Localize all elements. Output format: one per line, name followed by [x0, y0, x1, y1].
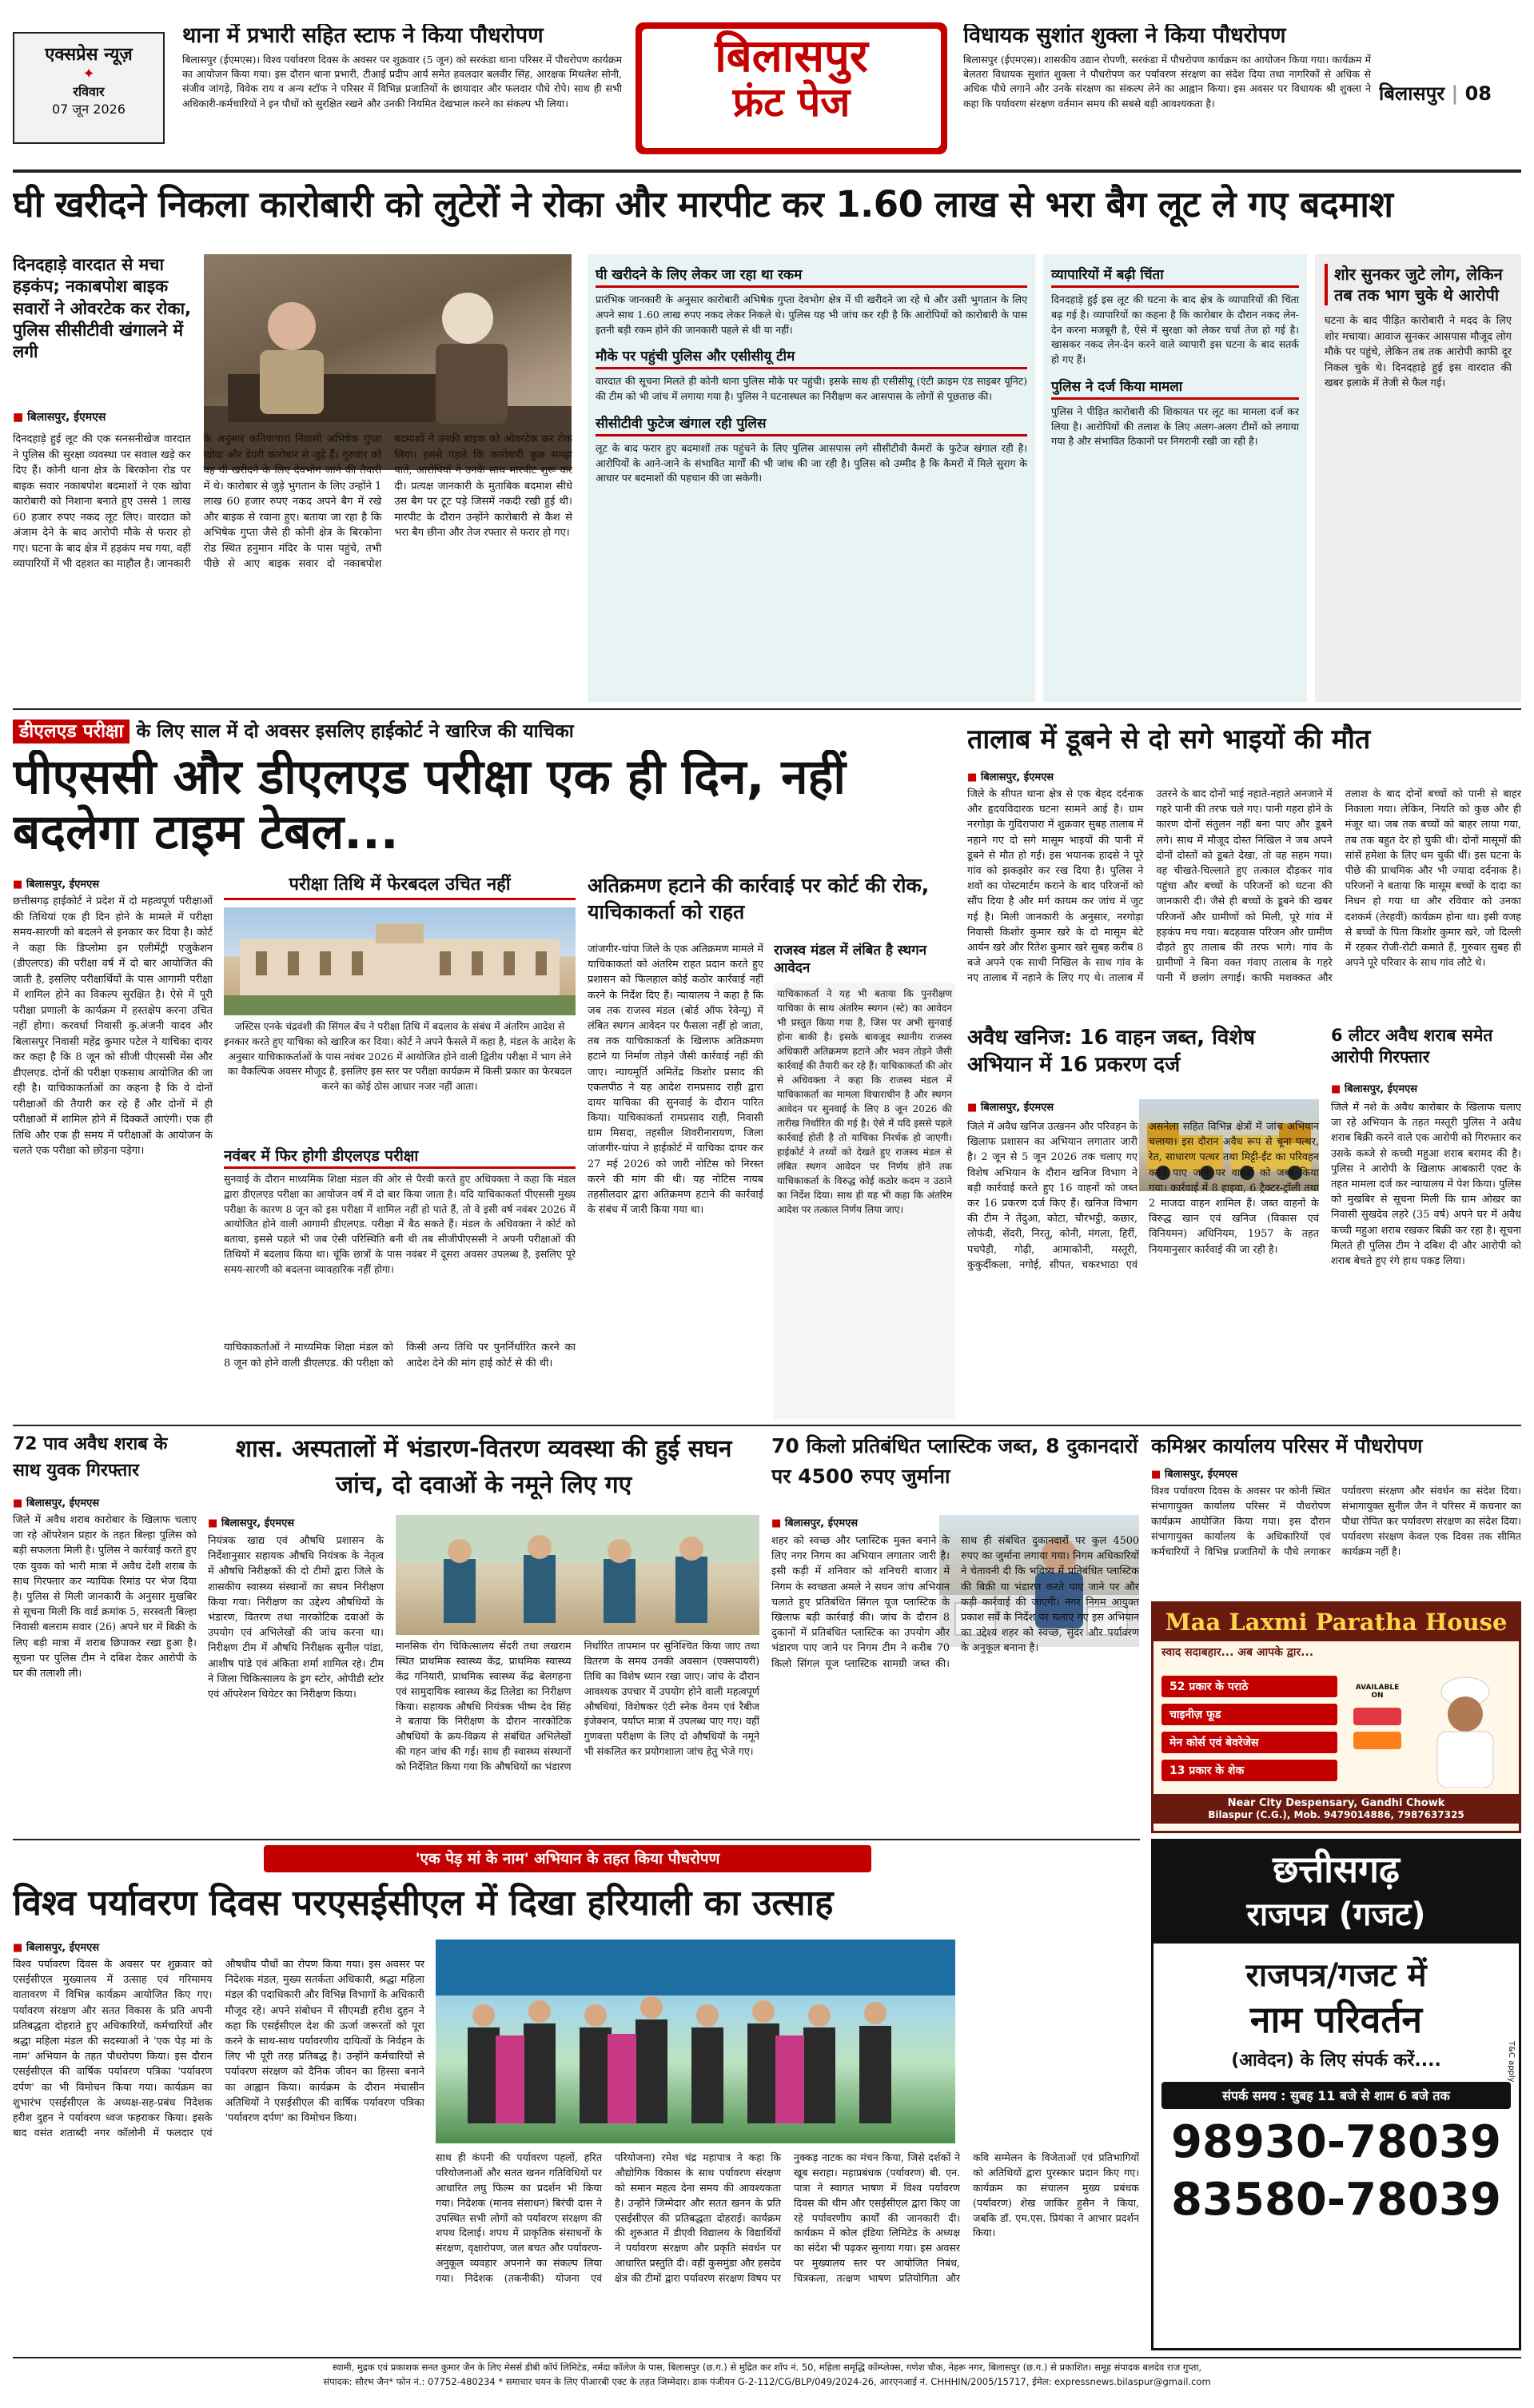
- commissioner-dateline: ■ बिलासपुर, ईएमएस: [1151, 1469, 1238, 1481]
- gazette-title-1: छत्तीसगढ़: [1153, 1841, 1519, 1894]
- pond-dateline: ■ बिलासपुर, ईएमएस: [967, 771, 1054, 783]
- gazette-phone-1: 98930-78039: [1171, 2115, 1501, 2168]
- brand-ornament: ✦: [82, 66, 95, 82]
- env-body1: विश्व पर्यावरण दिवस के अवसर पर शुक्रवार को एसईसीएल मुख्यालय में उत्साह एवं गरिमामय वातावरण में विभिन्न कार्यक्रम आयोजित किए गए। पर्यावरण संरक्षण और सतत विकास के प्रति अपनी प्रतिबद्धता दोहराते हुए अधिकारियों, कर्मचारियों और श्रद्धा महिला मंडल की सदस्याओं ने 'एक पेड़ मां के नाम' अभियान के तहत पौधरोपण किया। इस दौरान एसईसीएल की वार्षिक पर्यावरण पत्रिका 'पर्यावरण दर्पण' का भी विमोचन किया गया। कार्यक्रम का शुभारंभ एसईसीएल के अध्यक्ष-सह-प्रबंध निदेशक हरीश दुहन ने पर्यावरण ध्वज फहराकर किया। इसके बाद वसंत शताब्दी नगर कॉलोनी में फलदार एवं औषधीय पौधों का रोपण किया गया। इस अवसर पर निदेशक मंडल, मुख्य सतर्कता अधिकारी, श्रद्धा महिला मंडल की पदाधिकारी और विभिन्न विभागों के अधिकारी मौजूद रहे। अपने संबोधन में सीएमडी हरीश दुहन ने कहा कि एसईसीएल देश की ऊर्जा जरूरतों को पूरा करने के साथ-साथ पर्यावरणीय दायित्वों के निर्वहन के लिए भी पूरी तरह प्रतिबद्ध है। उन्होंने कर्मचारियों से पर्यावरण संरक्षण को दैनिक जीवन का हिस्सा बनाने का आह्वान किया। कार्यक्रम के दौरान मंचासीन अतिथियों ने एसईसीएल की वार्षिक पर्यावरण पत्रिका 'पर्यावरण दर्पण' का विमोचन किया।: [13, 1959, 424, 2140]
- ad-paratha-name: Maa Laxmi Paratha House: [1153, 1604, 1519, 1641]
- lead-box4-title: व्यापारियों में बढ़ी चिंता: [1051, 262, 1299, 288]
- swiggy-badge: [1353, 1732, 1401, 1749]
- top-left-story: [182, 24, 622, 160]
- mining-headline: अवैध खनिज: 16 वाहन जब्त, विशेष अभियान में 16 प्रकरण दर्ज: [967, 1026, 1256, 1077]
- lead-dateline-text: बिलासपुर, ईएमएस: [27, 411, 106, 424]
- lead-body: दिनदहाड़े हुई लूट की एक सनसनीखेज वारदात ने पुलिस की सुरक्षा व्यवस्था पर सवाल खड़े कर दिए हैं। कोनी थाना क्षेत्र के बिरकोना रोड पर बाइक सवार नकाबपोश बदमाशों ने एक खोवा कारोबारी को निशाना बनाते हुए उससे 1 लाख 60 हजार रुपए नकद लूट लिए। वारदात को अंजाम देने के बाद आरोपी मौके से फरार हो गए। घटना के बाद क्षेत्र में हड़कंप मच गया, वहीं व्यापारियों में भी दहशत का माहौल है। जानकारी के अनुसार कतियापारा निवासी अभिषेक गुप्ता खोवा और डेयरी कारोबार से जुड़े हैं। गुरुवार को वह घी खरीदने के लिए देवभोग जाने की तैयारी में थे। कारोबार से जुड़े भुगतान के लिए उन्होंने 1 लाख 60 हजार रुपए नकद अपने बैग में रखे और बाइक से रवाना हुए। बताया जा रहा है कि अभिषेक गुप्ता जैसे ही कोनी क्षेत्र के बिरकोना रोड स्थित हनुमान मंदिर के पास पहुंचे, तभी पीछे से आए बाइक सवार दो नकाबपोश बदमाशों ने उनकी बाइक को ओवरटेक कर रोक लिया। इससे पहले कि कारोबारी कुछ समझ पाते, आरोपियों ने उनके साथ मारपीट शुरू कर दी। प्रत्यक्ष जानकारी के मुताबिक बदमाश सीधे उस बैग पर टूट पड़े जिसमें नकदी रखी हुई थी। मारपीट के दौरान उन्होंने कारोबारी से कैश से भरा बैग छीना और तेज रफ्तार से फरार हो गए।: [13, 433, 572, 570]
- top-right-story: [963, 24, 1371, 160]
- gazette-phone-2: 83580-78039: [1171, 2174, 1501, 2227]
- psc-sub1: परीक्षा तिथि में फेरबदल उचित नहीं: [224, 871, 576, 900]
- encroach-body: जांजगीर-चांपा जिले के एक अतिक्रमण मामले में याचिकाकर्ता को अंतरिम राहत प्रदान करते हुए प्रशासन को फिलहाल कोई कठोर कार्रवाई नहीं करने के निर्देश दिए हैं। न्यायालय ने कहा है कि जब तक राजस्व मंडल (बोर्ड ऑफ रेवेन्यू) में लंबित स्थगन आवेदन पर फैसला नहीं हो जाता, तब तक याचिकाकर्ता के खिलाफ अतिक्रमण हटाने या निर्माण तोड़ने जैसी कार्रवाई नहीं की जाए। न्यायमूर्ति अमितेंद्र किशोर प्रसाद की एकलपीठ ने यह आदेश रामप्रसाद राही द्वारा दायर याचिका की सुनवाई के दौरान पारित किया। याचिकाकर्ता रामप्रसाद राही, निवासी ग्राम मिसदा, तहसील शिवरीनारायण, जिला जांजगीर-चांपा ने हाईकोर्ट में याचिका दायर कर 27 मई 2026 को जारी नोटिस को निरस्त करने की मांग की थी। यह नोटिस नायब तहसीलदार द्वारा अतिक्रमण हटाने की कार्रवाई के संबंध में जारी किया गया था।: [588, 943, 763, 1217]
- ad-item-2: चाइनीज़ फूड: [1161, 1704, 1337, 1725]
- encroach-sub: राजस्व मंडल में लंबित है स्थगन आवेदन: [774, 943, 927, 977]
- chef-illustration: [1417, 1676, 1513, 1788]
- ad-paratha-addr2: Bilaspur (C.G.), Mob. 9479014886, 7987637325: [1208, 1809, 1464, 1820]
- psc-kicker: [13, 715, 956, 748]
- commissioner-dateline-text: बिलासपुर, ईएमएस: [1164, 1469, 1238, 1481]
- env-photo-scene: [436, 1940, 955, 2143]
- gazette-line-2: नाम परिवर्तन: [1249, 1997, 1423, 2041]
- env-body2: साथ ही कंपनी की पर्यावरण पहलों, हरित परियोजनाओं और सतत खनन गतिविधियों पर आधारित लघु फिल्म का प्रदर्शन भी किया गया। निदेशक (मानव संसाधन) बिरंची दास ने उपस्थित सभी लोगों को पर्यावरण संरक्षण की शपथ दिलाई। शपथ में प्राकृतिक संसाधनों के संरक्षण, वृक्षारोपण, जल बचत और पर्यावरण-अनुकूल व्यवहार अपनाने का संकल्प लिया गया। निदेशक (तकनीकी) योजना एवं परियोजना) रमेश चंद्र महापात्र ने कहा कि औद्योगिक विकास के साथ पर्यावरण संरक्षण को समान महत्व देना समय की आवश्यकता है। उन्होंने जिम्मेदार और सतत खनन के प्रति एसईसीएल की प्रतिबद्धता दोहराई। कार्यक्रम की शुरुआत में डीएवी विद्यालय के विद्यार्थियों ने पर्यावरण संरक्षण और प्रकृति संवर्धन पर आधारित प्रस्तुति दी। वहीं कुसमुंडा और हसदेव क्षेत्र की टीमों द्वारा पर्यावरण संरक्षण विषय पर नुक्कड़ नाटक का मंचन किया, जिसे दर्शकों ने खूब सराहा। महाप्रबंधक (पर्यावरण) बी. एन. पात्रा ने स्वागत भाषण में विश्व पर्यावरण दिवस की थीम और एसईसीएल द्वारा किए जा रहे पर्यावरणीय कार्यों की जानकारी दी। कार्यक्रम में कोल इंडिया लिमिटेड के अध्यक्ष का संदेश भी पढ़कर सुनाया गया। इस अवसर पर मुख्यालय स्तर पर आयोजित निबंध, चित्रकला, तत्क्षण भाषण प्रतियोगिता और कवि सम्मेलन के विजेताओं एवं प्रतिभागियों को अतिथियों द्वारा पुरस्कार प्रदान किए गए। कार्यक्रम का संचालन मुख्य प्रबंधक (पर्यावरण) शेख जाकिर हुसैन ने किया, जबकि डॉ. एम.एस. प्रियंका ने आभार प्रदर्शन किया।: [436, 2151, 1139, 2285]
- lead-box5-title: पुलिस ने दर्ज किया मामला: [1051, 374, 1299, 400]
- masthead-title-section: फ्रंट पेज: [732, 78, 851, 126]
- masthead-title-box: [636, 22, 947, 154]
- masthead-rule: [13, 169, 1521, 173]
- hospital-headline: शास. अस्पतालों में भंडारण-वितरण व्यवस्था की हुई सघन जांच, दो दवाओं के नमूने लिए गए: [235, 1435, 732, 1499]
- gazette-line-3: (आवेदन) के लिए संपर्क करें....: [1231, 2050, 1441, 2071]
- ad-paratha-tagline: स्वाद सदाबहार... अब आपके द्वार...: [1161, 1645, 1314, 1659]
- gazette-line-1: राजपत्र/गजट में: [1245, 1956, 1427, 1994]
- env-dateline-text: बिलासपुर, ईएमएस: [26, 1942, 100, 1954]
- court-caption: जस्टिस एनके चंद्रवंशी की सिंगल बेंच ने परीक्षा तिथि में बदलाव के संबंध में अंतरिम आदेश से इनकार करते हुए याचिका को खारिज कर दिया। कोर्ट ने अपने फैसले में कहा है, मंडल के आदेश के अनुसार याचिकाकर्ताओं के पास नवंबर 2026 में आयोजित होने वाली द्वितीय परीक्षा में भाग लेने का वैकल्पिक अवसर मौजूद है, इसलिए इस स्तर पर परीक्षा कार्यक्रम में किसी प्रकार का फेरबदल करने का कोई ठोस आधार नजर नहीं आता।: [224, 1020, 576, 1092]
- psc-dateline-text: बिलासपुर, ईएमएस: [26, 879, 100, 891]
- lead-side-title: शोर सुनकर जुटे लोग, लेकिन तब तक भाग चुके थे आरोपी: [1325, 264, 1512, 305]
- page-label: बिलासपुर | 08: [1379, 82, 1492, 105]
- issue-date: 07 जून 2026: [51, 102, 126, 117]
- hospital-body1: नियंत्रक खाद्य एवं औषधि प्रशासन के निर्देशानुसार सहायक औषधि नियंत्रक के नेतृत्व में औषधि निरीक्षकों की दो टीमों द्वारा जिले के शासकीय स्वास्थ्य संस्थानों का सघन निरीक्षण किया गया। निरीक्षण का उद्देश्य औषधियों के भंडारण, वितरण तथा नारकोटिक दवाओं के उपयोग एवं अभिलेखों की जांच करना था। निरीक्षण टीम में औषधि निरीक्षक सुनील पांडा, आशीष पांडे एवं अंकिता शर्मा शामिल रहे। टीम ने जिला चिकित्सालय के ड्रग स्टोर, ओपीडी स्टोर एवं ऑपरेशन थियेटर का निरीक्षण किया।: [208, 1535, 384, 1700]
- pond-headline: तालाब में डूबने से दो सगे भाइयों की मौत: [967, 724, 1371, 755]
- commissioner-headline: कमिश्नर कार्यालय परिसर में पौधरोपण: [1151, 1434, 1423, 1457]
- psc-dateline: ■ बिलासपुर, ईएमएस: [13, 879, 100, 891]
- liquor72-headline: 72 पाव अवैध शराब के साथ युवक गिरफ्तार: [13, 1434, 168, 1481]
- top-right-headline: विधायक सुशांत शुक्ला ने किया पौधरोपण: [963, 24, 1286, 48]
- lead-box5-body: पुलिस ने पीड़ित कारोबारी की शिकायत पर लूट का मामला दर्ज कर लिया है। आरोपियों की तलाश के लिए अलग-अलग टीमों को लगाया गया है और संभावित ठिकानों पर निगरानी रखी जा रही है।: [1051, 405, 1299, 448]
- top-left-headline: थाना में प्रभारी सहित स्टाफ ने किया पौधरोपण: [182, 24, 544, 48]
- lead-box4-body: दिनदहाड़े हुई इस लूट की घटना के बाद क्षेत्र के व्यापारियों की चिंता बढ़ गई है। व्यापारियों का कहना है कि कारोबार के दौरान नकद लेन-देन करना मजबूरी है, ऐसे में सुरक्षा को लेकर चर्चा तेज हो गई है। खासकर नकद लेन-देन करने वाले व्यापारी इस घटना के बाद सतर्क हो गए हैं।: [1051, 293, 1299, 365]
- lead-sidebar: [1315, 254, 1521, 702]
- ad-item-1: 52 प्रकार के पराठे: [1161, 1676, 1337, 1697]
- plastic-dateline-text: बिलासपुर, ईएमएस: [784, 1517, 859, 1529]
- liquor6-dateline: ■ बिलासपुर, ईएमएस: [1331, 1083, 1418, 1095]
- plastic-headline: 70 किलो प्रतिबंधित प्लास्टिक जब्त, 8 दुकानदारों पर 4500 रुपए जुर्माना: [771, 1434, 1138, 1488]
- top-right-body: बिलासपुर (ईएमएस)। शासकीय उद्यान रोपणी, सरकंडा में पौधरोपण कार्यक्रम का आयोजन किया गया। कार्यक्रम में बेलतरा विधायक सुशांत शुक्ला ने पौधरोपण कर पर्यावरण संरक्षण का संदेश दिया तथा नागरिकों से अधिक से अधिक पौधे लगाने और उनके संरक्षण का संकल्प लेने का आह्वान किया। इस अवसर पर विधायक श्री शुक्ला ने कहा कि पर्यावरण संरक्षण वर्तमान समय की सबसे बड़ी आवश्यकता है।: [963, 54, 1371, 110]
- masthead-left: [13, 32, 165, 144]
- hospital-dateline-text: बिलासपुर, ईएमएस: [221, 1517, 295, 1529]
- hospital-photo: [396, 1515, 759, 1635]
- chef-image: [1417, 1676, 1513, 1788]
- psc-sub2-body: सुनवाई के दौरान माध्यमिक शिक्षा मंडल की ओर से पैरवी करते हुए अधिवक्ता ने कहा कि मंडल द्वारा डीएलएड परीक्षा का आयोजन वर्ष में दो बार किया जाता है। यदि याचिकाकर्ता पीएससी मुख्य परीक्षा के कारण 8 जून को इस परीक्षा में शामिल नहीं हो पाते हैं, तो वे इसी वर्ष नवंबर 2026 में आयोजित होने वाली आगामी डीएलएड. परीक्षा में बैठ सकते हैं। मंडल के अधिवक्ता ने कोर्ट को बताया, इससे पहले भी जब ऐसी परिस्थिति बनी थी तब सीजीपीएससी ने अपनी परीक्षाओं की तिथियों में बदलाव किया था। चूंकि छात्रों के पास नवंबर में दूसरा अवसर उपलब्ध है, इसलिए पूरे समय-सारणी को बदलना व्यावहारिक नहीं होगा।: [224, 1173, 576, 1275]
- plastic-body: शहर को स्वच्छ और प्लास्टिक मुक्त बनाने के लिए नगर निगम का अभियान लगातार जारी है। इसी कड़ी में शनिवार को शनिचरी बाजार में निगम के स्वच्छता अमले ने सघन जांच अभियान चलाते हुए प्रतिबंधित सिंगल यूज प्लास्टिक के खिलाफ बड़ी कार्रवाई की। जांच के दौरान 8 दुकानों में प्रतिबंधित प्लास्टिक का उपयोग और भंडारण पाए जाने पर निगम टीम ने करीब 70 किलो सिंगल यूज प्लास्टिक सामग्री जब्त की। साथ ही संबंधित दुकानदारों पर कुल 4500 रुपए का जुर्माना लगाया गया। निगम अधिकारियों ने चेतावनी दी कि भविष्य में प्रतिबंधित प्लास्टिक की बिक्री या भंडारण करते पाए जाने पर और कड़ी कार्रवाई की जाएगी। नगर निगम आयुक्त प्रकाश सर्वे के निर्देश पर चलाए गए इस अभियान का उद्देश्य शहर को स्वच्छ, सुंदर और पर्यावरण के अनुकूल बनाना है।: [771, 1535, 1139, 1670]
- lead-box2-body: वारदात की सूचना मिलते ही कोनी थाना पुलिस मौके पर पहुंची। इसके साथ ही एसीसीयू (एंटी क्राइम एंड साइबर यूनिट) की टीम को भी जांच में लगाया गया है। पुलिस ने घटनास्थल का निरीक्षण कर आसपास के लोगों से पूछताछ की।: [596, 375, 1027, 402]
- footer-rule: [13, 2357, 1521, 2358]
- ad-available-on: AVAILABLE ON: [1355, 1684, 1400, 1700]
- commissioner-body: विश्व पर्यावरण दिवस के अवसर पर कोनी स्थित संभागायुक्त कार्यालय परिसर में पौधरोपण कार्यक्रम आयोजित किया गया। इस दौरान संभागायुक्त कार्यालय के अधिकारियों एवं कर्मचारियों ने विभिन्न प्रजातियों के पौधे लगाकर पर्यावरण संरक्षण और संवर्धन का संदेश दिया। संभागायुक्त सुनील जैन ने परिसर में कचनार का पौधा रोपित कर पर्यावरण संरक्षण का संदेश दिया। पर्यावरण संरक्षण केवल एक दिवस तक सीमित कार्यक्रम नहीं है।: [1151, 1485, 1521, 1557]
- psc-kicker-rest: के लिए साल में दो अवसर इसलिए हाईकोर्ट ने खारिज की याचिका: [136, 721, 574, 742]
- plastic-dateline: ■ बिलासपुर, ईएमएस: [771, 1517, 859, 1529]
- liquor72-dateline: ■ बिलासपुर, ईएमएस: [13, 1497, 100, 1509]
- section-name: बिलासपुर: [1379, 82, 1445, 105]
- zomato-badge: [1353, 1708, 1401, 1725]
- mid-rule: [13, 1425, 1521, 1426]
- ad-item-3: मेन कोर्स एवं बेवरेजेस: [1161, 1732, 1337, 1753]
- pond-dateline-text: बिलासपुर, ईएमएस: [980, 771, 1054, 783]
- hospital-body2: मानसिक रोग चिकित्सालय सेंदरी तथा लखराम स्थित प्राथमिक स्वास्थ्य केंद्र, प्राथमिक स्वास्थ्य केंद्र गनियारी, प्राथमिक स्वास्थ्य केंद्र बेलगहना एवं सामुदायिक स्वास्थ्य केंद्र तिलेडा का निरीक्षण किया। सहायक औषधि नियंत्रक भीष्म देव सिंह ने बताया कि निरीक्षण के दौरान नारकोटिक औषधियों के क्रय-विक्रय से संबंधित अभिलेखों की गहन जांच की गई। साथ ही स्वास्थ्य संस्थानों को निर्देशित किया गया कि औषधियों का भंडारण निर्धारित तापमान पर सुनिश्चित किया जाए तथा वितरण के समय उनकी अवसान (एक्सपायरी) तिथि का विशेष ध्यान रखा जाए। जांच के दौरान आवश्यक उपचार में उपयोग होने वाली महत्वपूर्ण औषधियां, विशेषकर एंटी स्नेक वेनम एवं रैबीज इंजेक्शन, पर्याप्त मात्रा में उपलब्ध पाए गए। वहीं गुणवत्ता परीक्षण के लिए दो औषधियों के नमूने भी संकलित कर प्रयोगशाला जांच हेतु भेजे गए।: [396, 1640, 759, 1773]
- psc-kicker-red: डीएलएड परीक्षा: [13, 720, 129, 744]
- pond-body: जिले के सीपत थाना क्षेत्र से एक बेहद दर्दनाक और हृदयविदारक घटना सामने आई है। ग्राम नरगोड़ा के गुदिरापारा में शुक्रवार सुबह तालाब में नहाने गए दो सगे मासूम भाइयों की पानी में डूबने से मौत हो गई। इस भयानक हादसे ने पूरे गांव को झकझोर कर रख दिया है। पुलिस ने शवों का पोस्टमार्टम कराने के बाद परिजनों को सौंप दिया है और मर्ग कायम कर जांच में जुट गई है। मिली जानकारी के अनुसार, नरगोड़ा निवासी किशोर कुमार खरे के दो मासूम बेटे आर्यन खरे और रितेश कुमार खरे सुबह करीब 8 बजे अपने एक साथी निखिल के साथ गांव के नए तालाब में नहाने के लिए गए थे। तालाब में उतरने के बाद दोनों भाई नहाते-नहाते अनजाने में गहरे पानी की तरफ चले गए। पानी गहरा होने के कारण दोनों संतुलन नहीं बना पाए और डूबने लगे। साथ में मौजूद दोस्त निखिल ने जब अपने दोनों दोस्तों को डूबते देखा, तो वह सहम गया। वह चीखते-चिल्लाते हुए तत्काल दौड़कर गांव पहुंचा और बच्चों के परिजनों को घटना की जानकारी दी। जैसे ही बच्चों के डूबने की खबर परिजनों और ग्रामीणों को मिली, पूरे गांव में हड़कंप मच गया। बदहवास परिजन और ग्रामीण दौड़ते हुए तालाब की तरफ भागे। गांव के ग्रामीणों ने बिना वक्त गंवाए तालाब के गहरे पानी में छलांग लगाई। काफी मशक्कत और तलाश के बाद दोनों बच्चों को पानी से बाहर निकाला गया। लेकिन, नियति को कुछ और ही मंजूर था। जब तक बच्चों को बाहर लाया गया, तब तक बहुत देर हो चुकी थी। दोनों मासूमों की सांसें हमेशा के लिए थम चुकी थीं। इस घटना के पीछे की प्राथमिक और भी ज्यादा दर्दनाक है। परिजनों ने बताया कि मासूम बच्चों के दादा का निधन हो गया था और रविवार को उनका दशकर्म (तेरहवीं) कार्यक्रम होना था। इसी वजह से बच्चों के पिता किशोर कुमार खरे, जो दिल्ली में रहकर रोजी-रोटी कमाते हैं, गुरुवार सुबह ही अपने पूरे परिवार के साथ गांव लौटे थे।: [967, 788, 1521, 985]
- psc-headline: पीएससी और डीएलएड परीक्षा एक ही दिन, नहीं बदलेगा टाइम टेबल...: [13, 750, 846, 860]
- lead-box1-body: प्रारंभिक जानकारी के अनुसार कारोबारी अभिषेक गुप्ता देवभोग क्षेत्र में घी खरीदने जा रहे थे और उसी भुगतान के लिए अपने साथ 1.60 लाख रुपए नकद लेकर निकले थे। पुलिस यह भी जांच कर रही है कि आरोपियों को कारोबारी के पास इतनी बड़ी रकम होने की जानकारी पहले से थी या नहीं।: [596, 293, 1027, 336]
- psc-tail: याचिकाकर्ताओं ने माध्यमिक शिक्षा मंडल को 8 जून को होने वाली डीएलएड. की परीक्षा को किसी अन्य तिथि पर पुनर्निर्धारित करने का आदेश देने की मांग हाई कोर्ट से की थी।: [224, 1342, 576, 1369]
- liquor72-body: जिले में अवैध शराब कारोबार के खिलाफ चलाए जा रहे ऑपरेशन प्रहार के तहत बिल्हा पुलिस को बड़ी सफलता मिली है। पुलिस ने कार्रवाई करते हुए एक युवक को भारी मात्रा में अवैध देशी शराब के साथ गिरफ्तार कर न्यायिक रिमांड पर भेज दिया है। पुलिस से मिली जानकारी के अनुसार मुखबिर से सूचना मिली कि वार्ड क्रमांक 5, सरस्वती बिल्हा निवासी बलराम सवार (26) अपने घर में बिक्री के लिए बड़ी मात्रा में शराब छिपाकर रखा हुआ है। सूचना पर पुलिस टीम ने दबिश देकर आरोपी के घर की तलाशी ली।: [13, 1514, 197, 1680]
- footer-line-2: संपादक: सौरभ जैन* फोन नं.: 07752-480234 * समाचार चयन के लिए पीआरबी एक्ट के तहत जिम्मेदार। डाक पंजीयन G-2-112/CG/BLP/049/2024-26, आरएनआई नं. CHHHIN/2005/15717, ईमेल: expressnews.bilaspur@gmail.com: [323, 2376, 1211, 2388]
- ad-gazette: [1151, 1839, 1521, 2350]
- page-number: 08: [1464, 82, 1492, 105]
- mining-dateline: ■ बिलासपुर, ईएमएस: [967, 1102, 1054, 1114]
- gazette-title-2: राजपत्र (गजट): [1153, 1894, 1519, 1944]
- liquor6-body: जिले में नशे के अवैध कारोबार के खिलाफ चलाए जा रहे अभियान के तहत मस्तूरी पुलिस ने अवैध शराब बिक्री करने वाले एक आरोपी को गिरफ्तार कर उसके कब्जे से कच्ची महुआ शराब बरामद की है। पुलिस ने आरोपी के खिलाफ आबकारी एक्ट के तहत मामला दर्ज कर न्यायालय में पेश किया। पुलिस को मुखबिर से सूचना मिली कि ग्राम ओखर का निवासी सुखदेव लहरे (35 वर्ष) अपने घर में अवैध कच्ची महुआ शराब रखकर बिक्री कर रहा है। सूचना मिलते ही पुलिस टीम ने दबिश दी और आरोपी को शराब बेचते हुए रंगे हाथ पकड़ लिया।: [1331, 1102, 1521, 1267]
- lead-dateline: ■ बिलासपुर, ईएमएस: [13, 411, 106, 424]
- hospital-photo-scene: [396, 1515, 759, 1635]
- encroach-headline: अतिक्रमण हटाने की कार्रवाई पर कोर्ट की रोक, याचिकाकर्ता को राहत: [588, 874, 930, 923]
- lead-deck: दिनदहाड़े वारदात से मचा हड़कंप; नकाबपोश बाइक सवारों ने ओवरटेक कर रोका, पुलिस सीसीटीवी खंगालने में लगी: [13, 255, 191, 362]
- lower-rule: [13, 1839, 1140, 1840]
- mining-dateline-text: बिलासपुर, ईएमएस: [980, 1102, 1054, 1114]
- gazette-tc: T&C apply: [1507, 2041, 1516, 2083]
- liquor72-dateline-text: बिलासपुर, ईएमएस: [26, 1497, 100, 1509]
- lead-box3-body: लूट के बाद फरार हुए बदमाशों तक पहुंचने के लिए पुलिस आसपास लगे सीसीटीवी कैमरों के फुटेज खंगाल रही है। आरोपियों के आने-जाने के संभावित मार्गों की भी जांच की जा रही है। पुलिस को उम्मीद है कि कैमरों में मिले सुराग के आधार पर बदमाशों की पहचान की जा सकेगी।: [596, 441, 1027, 484]
- court-building-photo: [224, 907, 576, 1015]
- lead-box1-title: घी खरीदने के लिए लेकर जा रहा था रकम: [596, 262, 1027, 288]
- lead-side-body: घटना के बाद पीड़ित कारोबारी ने मदद के लिए शोर मचाया। आवाज सुनकर आसपास मौजूद लोग मौके पर पहुंचे, लेकिन तब तक आरोपी काफी दूर निकल चुके थे। दिनदहाड़े हुई इस वारदात की खबर इलाके में तेजी से फैल गई।: [1325, 315, 1512, 389]
- env-photo: [436, 1940, 955, 2143]
- masthead-title-city: बिलासपुर: [715, 30, 868, 82]
- lead-box3-title: सीसीटीवी फुटेज खंगाल रही पुलिस: [596, 411, 1027, 437]
- court-photo: [224, 907, 576, 1015]
- issue-day: रविवार: [73, 84, 105, 99]
- lead-boxes-right: [1043, 254, 1307, 702]
- gazette-time: संपर्क समय : सुबह 11 बजे से शाम 6 बजे तक: [1161, 2082, 1511, 2109]
- footer-line-1: स्वामी, मुद्रक एवं प्रकाशक सनत कुमार जैन के लिए मेसर्स डीबी कॉर्प लिमिटेड, नर्मदा कॉलेज के पास, बिलासपुर (छ.ग.) से मुद्रित कर शॉप नं. 50, महिला समृद्धि कॉम्प्लेक्स, गणेश चौक, नेहरू नगर, बिलासपुर (छ.ग.) से प्रकाशित। समूह संपादक बलदेव राज गुप्ता,: [332, 2362, 1202, 2373]
- lead-bottom-rule: [13, 708, 1521, 710]
- lead-boxes-center: [588, 254, 1035, 702]
- encroach-sub-body: याचिकाकर्ता ने यह भी बताया कि पुनरीक्षण याचिका के साथ अंतरिम स्थगन (स्टे) का आवेदन भी प्रस्तुत किया गया है, जिस पर अभी सुनवाई होना बाकी है। इसके बावजूद स्थानीय राजस्व अधिकारी अतिक्रमण हटाने और भवन तोड़ने जैसी कार्रवाई की तैयारी कर रहे हैं। याचिकाकर्ता की ओर से अधिवक्ता ने कहा कि राजस्व मंडल में याचिकाकर्ता का मामला विचाराधीन है और स्थगन आवेदन पर सुनवाई के लिए 8 जून 2026 की तारीख निर्धारित की गई है। ऐसे में यदि इससे पहले कार्रवाई होती है तो याचिका निरर्थक हो जाएगी। हाईकोर्ट ने तथ्यों को देखते हुए राजस्व मंडल से लंबित स्थगन आवेदन पर निर्णय होने तक याचिकाकर्ता के विरुद्ध कोई कठोर कदम न उठाने का निर्देश दिया। साथ ही यह भी कहा कि अंतरिम आदेश पर तत्काल निर्णय लिया जाए।: [774, 983, 955, 1419]
- psc-sub2: नवंबर में फिर होगी डीएलएड परीक्षा: [224, 1145, 576, 1169]
- brand-name: एक्सप्रेस न्यूज़: [45, 45, 133, 65]
- footer: [13, 2360, 1521, 2400]
- env-dateline: ■ बिलासपुर, ईएमएस: [13, 1942, 100, 1954]
- env-headline: विश्व पर्यावरण दिवस परएसईसीएल में दिखा हरियाली का उत्साह: [13, 1883, 834, 1924]
- lead-headline: घी खरीदने निकला कारोबारी को लुटेरों ने रोका और मारपीट कर 1.60 लाख से भरा बैग लूट ले गए बदमाश: [13, 183, 1393, 225]
- env-kicker: 'एक पेड़ मां के नाम' अभियान के तहत किया पौधरोपण: [264, 1845, 871, 1872]
- mining-body: जिले में अवैध खनिज उत्खनन और परिवहन के खिलाफ प्रशासन का अभियान लगातार जारी है। 2 जून से 5 जून 2026 तक चलाए गए विशेष अभियान के दौरान खनिज विभाग ने बड़ी कार्रवाई करते हुए 16 वाहनों को जब्त कर 16 प्रकरण दर्ज किए हैं। खनिज विभाग की टीम ने तेंदुआ, कोटा, चौरभट्ठी, कछार, लोफंदी, सेंदरी, निरतू, कोनी, मंगला, हिर्री, पचपेड़ी, गोढ़ी, आमाकोनी, मस्तूरी, कुकुर्दीकला, नगोई, सीपत, चकरभाठा एवं असनेला सहित विभिन्न क्षेत्रों में जांच अभियान चलाया। इस दौरान अवैध रूप से चूना पत्थर, रेत, साधारण पत्थर तथा मिट्टी-ईंट का परिवहन करते पाए जाने पर वाहनों को जब्त किया गया। कार्रवाई में 8 हाइवा, 6 ट्रैक्टर-ट्रॉली तथा 2 माजदा वाहन शामिल हैं। जब्त वाहनों के विरुद्ध खान एवं खनिज (विकास एवं विनियमन) अधिनियम, 1957 के तहत नियमानुसार कार्रवाई की जा रही है।: [967, 1121, 1319, 1271]
- top-left-body: बिलासपुर (ईएमएस)। विश्व पर्यावरण दिवस के अवसर पर शुक्रवार (5 जून) को सरकंडा थाना परिसर में पौधरोपण कार्यक्रम का आयोजन किया गया। इस दौरान थाना प्रभारी, टीआई प्रदीप आर्य समेत हवलदार बलवीर सिंह, आरक्षक मिथलेश सोनी, संजीव जांगड़े, विवेक राय व अन्य स्टॉफ ने परिसर में विभिन्न प्रजातियों के छायादार और फलदार पौधे रोपे। साथ ही सभी अधिकारी-कर्मचारियों ने इन पौधों को सुरक्षित रखने और उनकी नियमित देखभाल करने का संकल्प भी लिया।: [182, 54, 622, 110]
- ad-item-4: 13 प्रकार के शेक: [1161, 1760, 1337, 1781]
- lead-box2-title: मौके पर पहुंची पुलिस और एसीसीयू टीम: [596, 344, 1027, 369]
- ad-paratha: [1151, 1601, 1521, 1833]
- liquor6-headline: 6 लीटर अवैध शराब समेत आरोपी गिरफ्तार: [1331, 1026, 1493, 1067]
- psc-body: छत्तीसगढ़ हाईकोर्ट ने प्रदेश में दो महत्वपूर्ण परीक्षाओं की तिथियां एक ही दिन होने के मामले में परीक्षा समय-सारणी को बदलने से इनकार कर दिया है। कोर्ट ने कहा कि डिप्लोमा इन एलीमेंट्री एजुकेशन (डीएलएड) की परीक्षा वर्ष में दो बार आयोजित की जाती है, इसलिए परीक्षार्थियों के पास आगामी परीक्षा में शामिल होने का विकल्प सुरक्षित है। ऐसे में पूरी परीक्षा प्रणाली के कार्यक्रम में हस्तक्षेप करना उचित नहीं होगा। करवर्धा निवासी कु.अंजनी यादव और बिलासपुर निवासी महेंद्र कुमार पटेल ने याचिका दायर कर कहा है कि 8 जून को सीजी पीएससी मेंस और डीएलएड. दोनों की परीक्षा एकसाथ आयोजित की जा रही है। याचिकाकर्ताओं का कहना है कि वे दोनों परीक्षाओं की तैयारी कर रहे हैं और दोनों में ही परीक्षाओं में शामिल होने में दिक्कतें आएंगी। एक ही तिथि और एक ही समय में परीक्षाओं के आयोजन के चलते एक परीक्षा को छोड़ना पड़ेगा।: [13, 895, 213, 1157]
- hospital-dateline: ■ बिलासपुर, ईएमएस: [208, 1517, 295, 1529]
- ad-paratha-addr1: Near City Despensary, Gandhi Chowk: [1227, 1797, 1445, 1809]
- liquor6-dateline-text: बिलासपुर, ईएमएस: [1344, 1083, 1418, 1095]
